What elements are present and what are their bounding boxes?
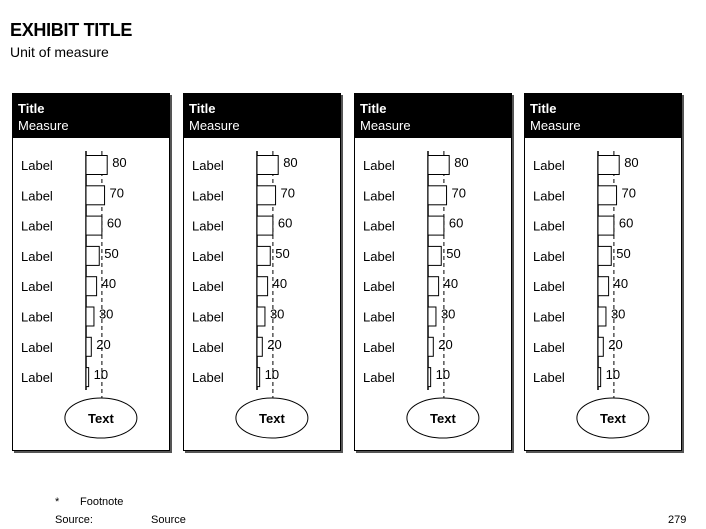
category-label: Label (533, 370, 565, 386)
data-label: 40 (613, 276, 629, 292)
bar (598, 186, 617, 205)
bar (257, 307, 265, 326)
category-label: Label (533, 188, 565, 204)
category-label: Label (192, 279, 224, 295)
bar (86, 216, 102, 235)
data-label: 30 (98, 306, 114, 322)
bar (257, 156, 278, 175)
bar-chart-4 (525, 94, 681, 450)
source-text: Source (151, 514, 186, 526)
data-label: 70 (280, 185, 296, 201)
panel-measure: Measure (189, 118, 240, 133)
callout-text: Text (600, 411, 626, 426)
bar (428, 156, 449, 175)
panel-title: Title (530, 101, 557, 116)
bar (428, 246, 441, 265)
data-label: 80 (112, 155, 127, 170)
data-label: 60 (106, 215, 122, 231)
data-label: 20 (438, 336, 453, 352)
panel-title: Title (189, 101, 216, 116)
data-label: 40 (101, 276, 117, 292)
category-label: Label (533, 309, 565, 325)
exhibit-title: EXHIBIT TITLE (10, 20, 133, 40)
bar (86, 337, 91, 356)
data-label: 50 (275, 245, 290, 261)
category-label: Label (21, 309, 53, 325)
category-label: Label (363, 339, 395, 355)
data-label: 30 (440, 306, 456, 322)
category-label: Label (533, 279, 565, 295)
exhibit-unit: Unit of measure (10, 44, 109, 60)
category-label: Label (21, 339, 53, 355)
category-label: Label (192, 218, 224, 234)
category-label: Label (363, 188, 395, 204)
data-label: 70 (109, 185, 125, 201)
category-label: Label (21, 158, 53, 173)
data-label: 60 (448, 215, 464, 231)
data-label: 40 (272, 276, 288, 292)
category-label: Label (533, 158, 565, 173)
bar (257, 216, 273, 235)
bar (598, 156, 619, 175)
category-label: Label (363, 370, 395, 386)
category-label: Label (192, 370, 224, 386)
footnote-mark: * (55, 496, 60, 508)
data-label: 60 (618, 215, 634, 231)
category-label: Label (363, 309, 395, 325)
bar (86, 368, 89, 387)
bar-chart-2 (184, 94, 340, 450)
bar (257, 246, 270, 265)
data-label: 80 (454, 155, 469, 170)
data-label: 10 (605, 367, 621, 383)
bar (428, 186, 447, 205)
panel-measure: Measure (360, 118, 411, 133)
data-label: 10 (435, 367, 451, 383)
data-label: 70 (621, 185, 637, 201)
chart-panel-1 (12, 93, 170, 451)
category-label: Label (192, 158, 224, 173)
callout-text: Text (430, 411, 456, 426)
bar (86, 246, 99, 265)
bar (428, 368, 431, 387)
category-label: Label (192, 188, 224, 204)
callout-text: Text (259, 411, 285, 426)
bar (598, 277, 609, 296)
category-label: Label (363, 248, 395, 264)
category-label: Label (192, 248, 224, 264)
bar (598, 337, 603, 356)
data-label: 20 (267, 336, 282, 352)
bar (428, 277, 439, 296)
bar (428, 337, 433, 356)
bar (86, 277, 97, 296)
data-label: 50 (446, 245, 461, 261)
category-label: Label (363, 158, 395, 173)
bar (86, 186, 105, 205)
source-label: Source: (55, 514, 93, 526)
data-label: 80 (283, 155, 298, 170)
data-label: 30 (269, 306, 285, 322)
data-label: 50 (104, 245, 119, 261)
bar (257, 277, 268, 296)
bar (257, 337, 262, 356)
category-label: Label (533, 339, 565, 355)
category-label: Label (21, 188, 53, 204)
data-label: 60 (277, 215, 293, 231)
panel-measure: Measure (530, 118, 581, 133)
data-label: 30 (610, 306, 626, 322)
category-label: Label (192, 339, 224, 355)
category-label: Label (533, 248, 565, 264)
data-label: 20 (96, 336, 111, 352)
category-label: Label (21, 218, 53, 234)
chart-panel-2 (183, 93, 341, 451)
data-label: 10 (264, 367, 280, 383)
bar (428, 307, 436, 326)
data-label: 50 (616, 245, 631, 261)
category-label: Label (21, 370, 53, 386)
page-number: 279 (668, 514, 687, 526)
bar (598, 216, 614, 235)
category-label: Label (533, 218, 565, 234)
data-label: 10 (93, 367, 109, 383)
bar (428, 216, 444, 235)
bar (86, 307, 94, 326)
callout-text: Text (88, 411, 114, 426)
bar (598, 368, 601, 387)
bar (598, 307, 606, 326)
panel-title: Title (18, 101, 45, 116)
bar-chart-1 (13, 94, 169, 450)
category-label: Label (21, 279, 53, 295)
data-label: 80 (624, 155, 639, 170)
data-label: 70 (451, 185, 467, 201)
category-label: Label (192, 309, 224, 325)
panel-title: Title (360, 101, 387, 116)
bar (86, 156, 107, 175)
bar (257, 368, 260, 387)
data-label: 20 (608, 336, 623, 352)
category-label: Label (21, 248, 53, 264)
panel-measure: Measure (18, 118, 69, 133)
category-label: Label (363, 218, 395, 234)
chart-panel-4 (524, 93, 682, 451)
bar-chart-3 (355, 94, 511, 450)
footnote-text: Footnote (80, 496, 124, 508)
bar (257, 186, 276, 205)
chart-panel-3 (354, 93, 512, 451)
category-label: Label (363, 279, 395, 295)
data-label: 40 (443, 276, 459, 292)
bar (598, 246, 611, 265)
